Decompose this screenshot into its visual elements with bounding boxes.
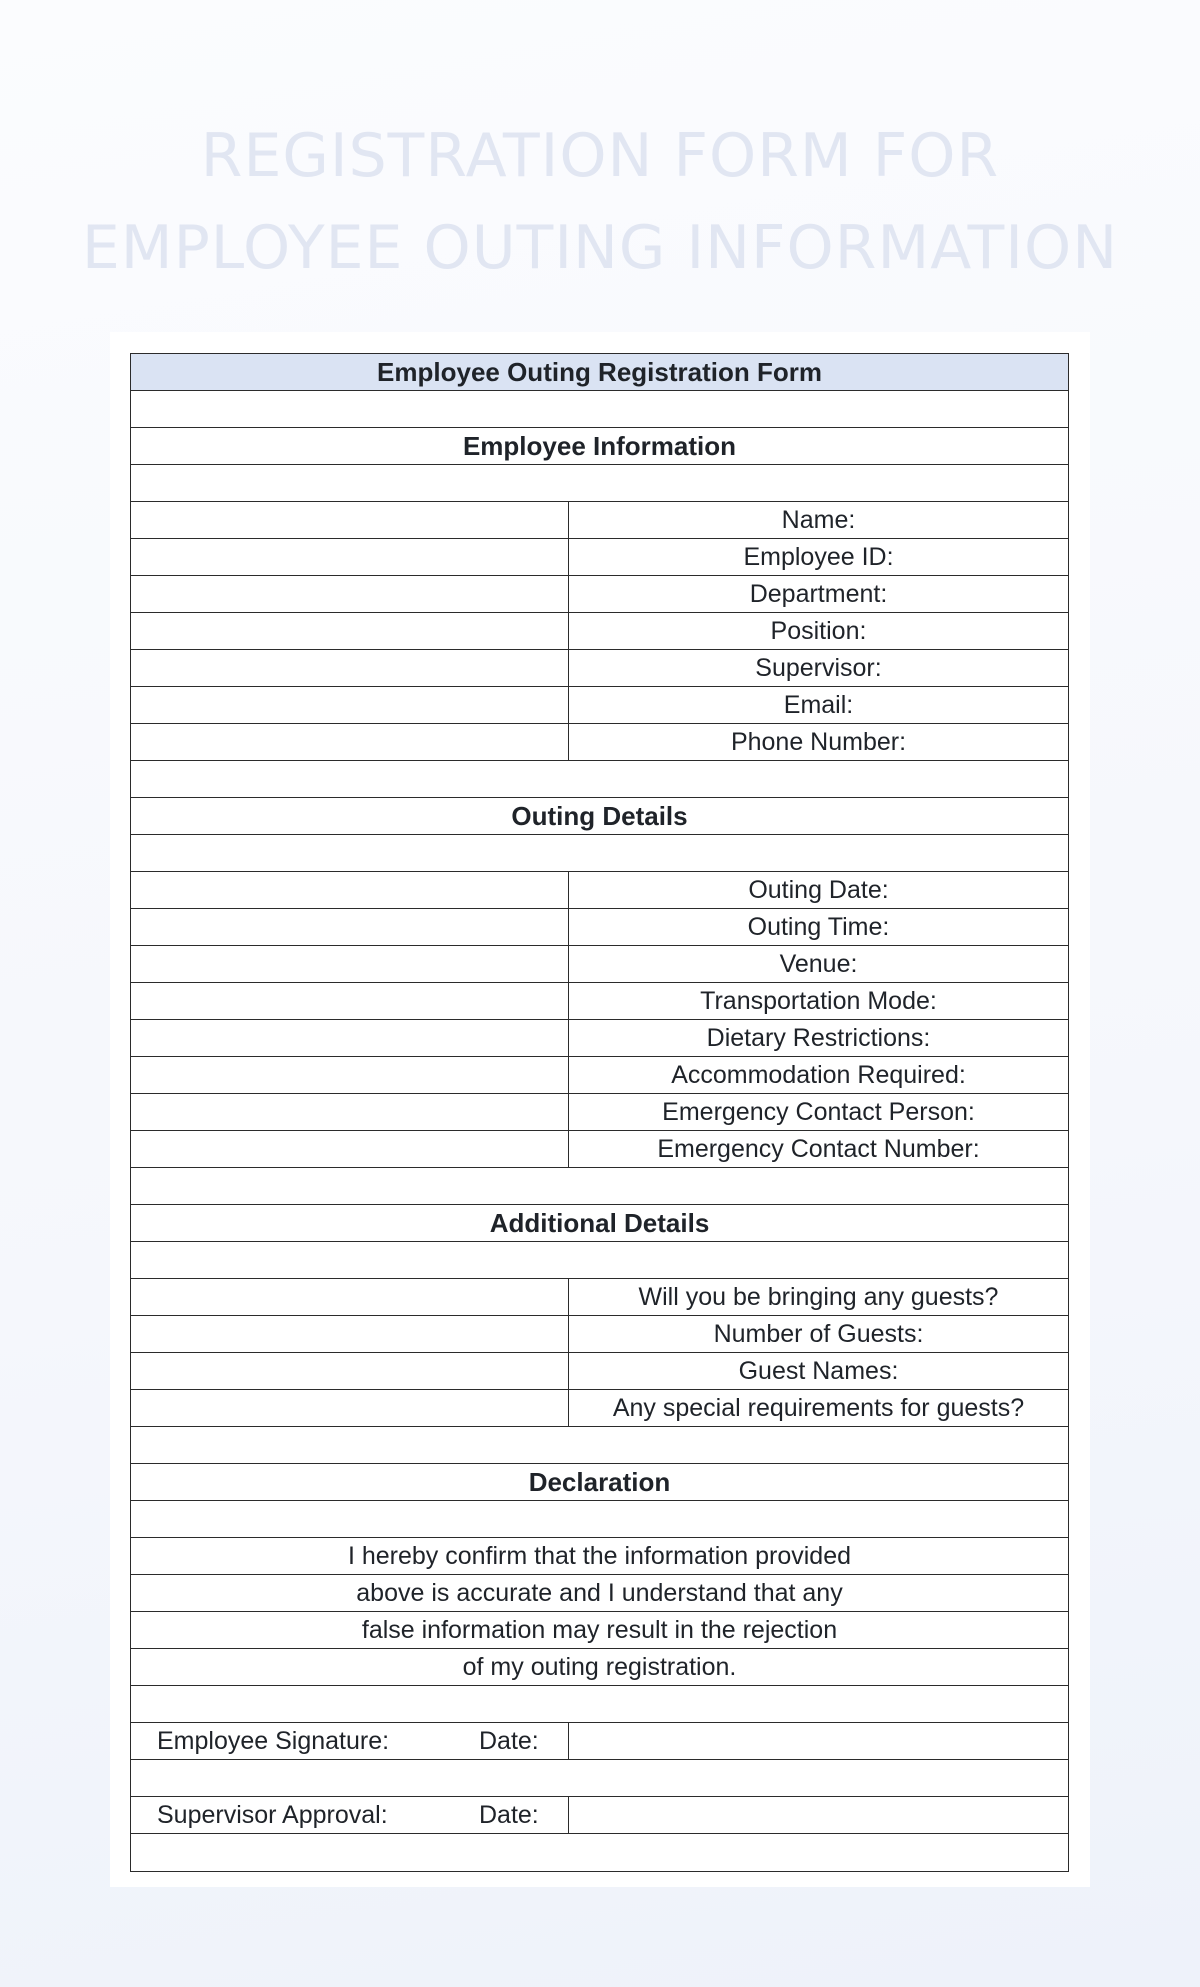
field-label: Outing Date:: [748, 875, 889, 904]
field-row: [131, 909, 1068, 946]
field-row: [131, 1390, 1068, 1427]
date-label: Date:: [479, 1800, 539, 1829]
emergency-contact-person-input[interactable]: [131, 1094, 569, 1130]
date-label: Date:: [479, 1726, 539, 1755]
supervisor-approval-cell: [131, 1797, 569, 1833]
field-row: [131, 687, 1068, 724]
supervisor-approval-date-input[interactable]: [569, 1797, 1068, 1833]
employee-id-input[interactable]: [131, 539, 569, 575]
emergency-contact-number-input[interactable]: [131, 1131, 569, 1167]
declaration-row: [131, 1649, 1068, 1686]
declaration-text: false information may result in the rejection: [361, 1615, 838, 1644]
field-label: Phone Number:: [730, 727, 907, 756]
field-row: [131, 1316, 1068, 1353]
number-of-guests-input[interactable]: [131, 1316, 569, 1352]
field-label: Name:: [781, 505, 856, 534]
signature-row: [131, 1797, 1068, 1834]
field-label: Will you be bringing any guests?: [638, 1282, 999, 1311]
blank-row: [131, 1242, 1068, 1279]
guest-requirements-input[interactable]: [131, 1390, 569, 1426]
accommodation-input[interactable]: [131, 1057, 569, 1093]
declaration-row: [131, 1612, 1068, 1649]
blank-row: [131, 835, 1068, 872]
employee-signature-date-input[interactable]: [569, 1723, 1068, 1759]
declaration-row: [131, 1538, 1068, 1575]
field-label: Number of Guests:: [713, 1319, 924, 1348]
blank-row: [131, 1427, 1068, 1464]
blank-row: [131, 465, 1068, 502]
name-input[interactable]: [131, 502, 569, 538]
blank-row: [131, 1168, 1068, 1205]
email-input[interactable]: [131, 687, 569, 723]
field-row: [131, 1057, 1068, 1094]
supervisor-input[interactable]: [131, 650, 569, 686]
form-table: [130, 353, 1069, 1872]
signature-row: [131, 1723, 1068, 1760]
field-label: Any special requirements for guests?: [612, 1393, 1025, 1422]
blank-row: [131, 1834, 1068, 1871]
outing-time-input[interactable]: [131, 909, 569, 945]
department-input[interactable]: [131, 576, 569, 612]
field-label: Emergency Contact Number:: [657, 1134, 980, 1163]
blank-row: [131, 761, 1068, 798]
field-row: [131, 1094, 1068, 1131]
section-title-outing: Outing Details: [511, 800, 688, 831]
field-row: [131, 1353, 1068, 1390]
field-row: [131, 502, 1068, 539]
blank-row: [131, 1686, 1068, 1723]
field-label: Supervisor:: [755, 653, 882, 682]
transportation-mode-input[interactable]: [131, 983, 569, 1019]
field-label: Dietary Restrictions:: [706, 1023, 931, 1052]
declaration-text: I hereby confirm that the information provided: [347, 1541, 852, 1570]
field-row: [131, 983, 1068, 1020]
field-row: [131, 539, 1068, 576]
section-title-employee: Employee Information: [462, 430, 737, 461]
employee-signature-label: Employee Signature:: [157, 1726, 390, 1755]
blank-row: [131, 1501, 1068, 1538]
field-row: [131, 872, 1068, 909]
phone-number-input[interactable]: [131, 724, 569, 760]
field-row: [131, 1131, 1068, 1168]
section-title-declaration: Declaration: [528, 1466, 671, 1497]
field-label: Venue:: [779, 949, 858, 978]
declaration-text: above is accurate and I understand that any: [356, 1578, 843, 1607]
field-row: [131, 1020, 1068, 1057]
page-title-line-1: REGISTRATION FORM FOR: [200, 121, 1000, 191]
field-label: Outing Time:: [747, 912, 890, 941]
blank-row: [131, 391, 1068, 428]
field-label: Employee ID:: [743, 542, 894, 571]
blank-row: [131, 1760, 1068, 1797]
field-row: [131, 724, 1068, 761]
field-label: Transportation Mode:: [700, 986, 937, 1015]
field-row: [131, 613, 1068, 650]
section-row: [131, 428, 1068, 465]
declaration-text: of my outing registration.: [462, 1652, 737, 1681]
field-label: Accommodation Required:: [671, 1060, 966, 1089]
supervisor-approval-label: Supervisor Approval:: [157, 1800, 388, 1829]
field-label: Emergency Contact Person:: [662, 1097, 975, 1126]
venue-input[interactable]: [131, 946, 569, 982]
section-row: [131, 1464, 1068, 1501]
page-title: [0, 110, 1200, 294]
field-row: [131, 576, 1068, 613]
field-label: Guest Names:: [738, 1356, 899, 1385]
dietary-restrictions-input[interactable]: [131, 1020, 569, 1056]
form-header-row: [131, 354, 1068, 391]
field-label: Email:: [783, 690, 854, 719]
section-row: [131, 1205, 1068, 1242]
position-input[interactable]: [131, 613, 569, 649]
field-label: Position:: [770, 616, 867, 645]
field-row: [131, 1279, 1068, 1316]
employee-signature-cell: [131, 1723, 569, 1759]
section-row: [131, 798, 1068, 835]
outing-date-input[interactable]: [131, 872, 569, 908]
declaration-row: [131, 1575, 1068, 1612]
section-title-additional: Additional Details: [489, 1207, 710, 1238]
guests-input[interactable]: [131, 1279, 569, 1315]
form-sheet: [110, 332, 1090, 1887]
guest-names-input[interactable]: [131, 1353, 569, 1389]
form-header: Employee Outing Registration Form: [377, 356, 822, 387]
field-label: Department:: [749, 579, 888, 608]
page-title-line-2: EMPLOYEE OUTING INFORMATION: [81, 213, 1119, 283]
field-row: [131, 650, 1068, 687]
field-row: [131, 946, 1068, 983]
